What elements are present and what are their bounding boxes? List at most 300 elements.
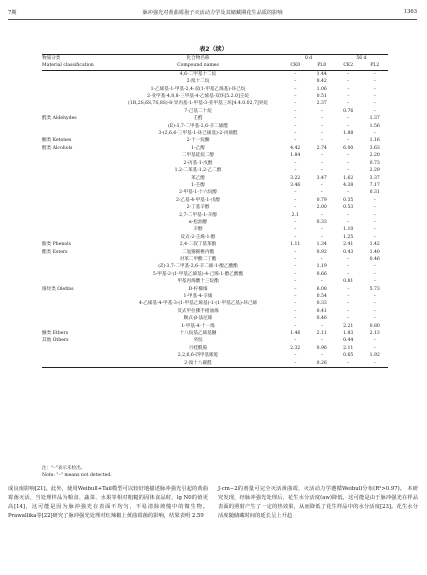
table-row <box>42 278 388 285</box>
relative-content-cell: 3.47 <box>316 175 327 181</box>
relative-content-cell: – <box>373 101 376 107</box>
relative-content-cell: – <box>347 79 350 85</box>
table-row <box>42 308 388 315</box>
relative-content-cell: 1.83 <box>343 331 354 337</box>
relative-content-cell: – <box>294 256 297 262</box>
issue-number: 7期 <box>8 10 17 16</box>
relative-content-cell: – <box>373 108 376 114</box>
header-day-0: 0 d <box>282 55 335 63</box>
relative-content-cell: – <box>373 234 376 240</box>
material-class-cell: 酚类 Phenols <box>42 242 71 248</box>
relative-content-cell: – <box>320 182 323 188</box>
relative-content-cell: – <box>347 123 350 129</box>
relative-content-cell: 1.46 <box>290 331 301 337</box>
table-row <box>42 323 388 330</box>
relative-content-cell: – <box>294 219 297 225</box>
relative-content-cell: – <box>347 71 350 77</box>
header-name-cn: 化合物名称 <box>114 55 282 63</box>
relative-content-cell: – <box>373 94 376 100</box>
material-class-cell: 其他 Others <box>42 338 69 344</box>
table-row <box>42 70 388 78</box>
relative-content-cell: – <box>320 323 323 329</box>
relative-content-cell: – <box>320 212 323 218</box>
table-row <box>42 160 388 167</box>
page-number: 1363 <box>403 9 417 15</box>
relative-content-cell: – <box>373 212 376 218</box>
relative-content-cell: – <box>294 234 297 240</box>
relative-content-cell: – <box>373 131 376 137</box>
relative-content-cell: – <box>347 308 350 314</box>
table-row <box>42 115 388 122</box>
relative-content-cell: 0.26 <box>309 360 336 368</box>
compound-name-cell: 1-壬醇 <box>191 182 205 188</box>
relative-content-cell: – <box>294 94 297 100</box>
compound-name-cell: 二甲基硅烷二醇 <box>181 153 215 159</box>
relative-content-cell: 0.76 <box>343 108 354 114</box>
relative-content-cell: – <box>294 264 297 270</box>
relative-content-cell: – <box>373 227 376 233</box>
compound-table <box>42 54 388 368</box>
relative-content-cell: 0.43 <box>343 249 354 255</box>
relative-content-cell: – <box>320 338 323 344</box>
relative-content-cell: – <box>294 197 297 203</box>
relative-content-cell: – <box>294 353 297 359</box>
material-class-cell <box>42 226 114 233</box>
compound-name-cell: 2-溴十二烷 <box>186 79 210 85</box>
material-class-cell <box>42 167 114 174</box>
relative-content-cell: 0.66 <box>316 271 327 277</box>
relative-content-cell: – <box>347 160 350 166</box>
header-name-en: Compound names <box>114 62 282 70</box>
relative-content-cell: – <box>347 316 350 322</box>
relative-content-cell: 1.16 <box>369 138 380 144</box>
relative-content-cell: – <box>347 219 350 225</box>
relative-content-cell: 2.11 <box>343 345 354 351</box>
table-row <box>42 352 388 359</box>
material-class-cell <box>42 256 114 263</box>
table-row <box>42 100 388 107</box>
material-class-cell <box>42 189 114 196</box>
relative-content-cell: 2.13 <box>369 331 380 337</box>
material-class-cell <box>42 212 114 219</box>
relative-content-cell: – <box>373 219 376 225</box>
relative-content-cell: 0.54 <box>316 294 327 299</box>
compound-name-cell: (Z)-3,7-二甲基-2,6-辛二烯-1-醇乙酸酯 <box>158 264 238 270</box>
relative-content-cell: – <box>320 256 323 262</box>
relative-content-cell: 3.63 <box>369 145 380 151</box>
relative-content-cell: – <box>294 308 297 314</box>
relative-content-cell: 5.73 <box>369 286 380 292</box>
relative-content-cell: 0.73 <box>369 160 380 166</box>
relative-content-cell: – <box>347 101 350 107</box>
relative-content-cell: – <box>347 168 350 174</box>
journal-article-title: 脉冲强光对黄曲霉孢子灭活动力学及其储藏期花生品质的影响 <box>142 10 283 16</box>
header-col-pl2: PL2 <box>362 62 389 70</box>
relative-content-cell: – <box>294 160 297 166</box>
table-row <box>42 93 388 100</box>
table-note-cn: 注："–"表示未检出。 <box>42 466 86 471</box>
relative-content-cell: 1.34 <box>316 242 327 248</box>
header-class-cn: 物质分类 <box>42 55 114 63</box>
relative-content-cell: – <box>320 131 323 137</box>
compound-name-cell: 甲基丙烯酸十三烷酯 <box>177 279 219 285</box>
table-row <box>42 137 388 144</box>
relative-content-cell: – <box>320 153 323 159</box>
compound-name-cell: 2,4-二叔丁基苯酚 <box>179 242 217 248</box>
table-caption: 表2（续） <box>199 46 228 53</box>
relative-content-cell: – <box>373 301 376 307</box>
compound-name-cell: 二氢猕猴桃内酯 <box>181 249 215 255</box>
relative-content-cell: – <box>294 286 297 292</box>
header-divider <box>8 19 417 20</box>
relative-content-cell: 1.88 <box>343 131 354 137</box>
compound-name-cell: 反式-2-壬烯-1-醇 <box>180 234 216 240</box>
relative-content-cell: 1.19 <box>316 264 327 270</box>
relative-content-cell: 1.11 <box>290 242 301 248</box>
header-day-56: 56 d <box>335 55 388 63</box>
material-class-cell: 醛类 Aldehydes <box>42 116 77 122</box>
relative-content-cell: – <box>294 227 297 233</box>
relative-content-cell: 2.41 <box>343 242 354 248</box>
compound-name-cell: 2,7-二甲基-1-辛醇 <box>179 212 217 218</box>
relative-content-cell: – <box>294 108 297 114</box>
relative-content-cell: – <box>294 116 297 122</box>
relative-content-cell: 2.11 <box>316 331 327 337</box>
relative-content-cell: – <box>320 138 323 144</box>
compound-name-cell: 2-乙基-4-甲基-1-戊醇 <box>175 197 221 203</box>
relative-content-cell: – <box>335 360 362 368</box>
material-class-cell <box>42 278 114 285</box>
compound-name-cell: 癸烷 <box>193 338 203 344</box>
relative-content-cell: – <box>373 71 376 77</box>
table-row <box>42 167 388 174</box>
relative-content-cell: – <box>362 360 389 368</box>
table-row <box>42 108 388 115</box>
table-row <box>42 175 388 182</box>
compound-name-cell: 反式甲位佛手柑油烯 <box>177 308 219 314</box>
relative-content-cell: – <box>373 345 376 351</box>
relative-content-cell: – <box>294 271 297 277</box>
table-row <box>42 286 388 293</box>
relative-content-cell: – <box>347 116 350 122</box>
table-row <box>42 271 388 278</box>
material-class-cell <box>42 78 114 85</box>
relative-content-cell: – <box>347 286 350 292</box>
relative-content-cell: – <box>294 86 297 92</box>
relative-content-cell: 4.38 <box>343 182 354 188</box>
table-body <box>42 70 388 367</box>
table-row <box>42 234 388 241</box>
material-class-cell <box>42 219 114 226</box>
body-text-right-column <box>218 485 418 521</box>
compound-name-cell: (1R,2S,6S,7S,8S)-8-异丙基-1-甲基-3-亚甲基三环[4.4.0.02,7]癸烷 <box>128 101 268 107</box>
material-class-cell <box>42 234 114 241</box>
relative-content-cell: – <box>373 316 376 322</box>
table-row <box>42 123 388 130</box>
relative-content-cell: – <box>294 316 297 322</box>
table-row <box>42 197 388 204</box>
compound-name-cell: 辛醇 <box>193 227 203 233</box>
relative-content-cell: 0.44 <box>343 338 354 344</box>
compound-name-cell: 2-溴十八碳醛 <box>114 360 282 368</box>
material-class-cell <box>42 108 114 115</box>
compound-name-cell: 5-甲基-2-(1-甲基乙烯基)-4-己烯-1-醇乙酸酯 <box>152 271 244 277</box>
relative-content-cell: – <box>347 294 350 299</box>
compound-name-cell: 2-丁基辛醇 <box>186 205 210 211</box>
relative-content-cell: 0.79 <box>316 197 327 203</box>
relative-content-cell: 0.46 <box>369 256 380 262</box>
relative-content-cell: – <box>347 86 350 92</box>
material-class-cell <box>42 130 114 137</box>
relative-content-cell: – <box>347 264 350 270</box>
table-note-en: Note: "–" means not detected. <box>42 473 112 478</box>
table-row <box>42 360 388 368</box>
relative-content-cell: 6.00 <box>343 145 354 151</box>
relative-content-cell: – <box>320 353 323 359</box>
relative-content-cell: – <box>320 227 323 233</box>
compound-name-cell: 对苯二甲酸二丁酯 <box>179 256 217 262</box>
material-class-cell <box>42 182 114 189</box>
compound-name-cell: 3-(2,6,6-三甲基-1-环己烯基)-2-丙烯醛 <box>158 131 238 137</box>
relative-content-cell: 0.96 <box>316 345 327 351</box>
table-row <box>42 330 388 337</box>
relative-content-cell: 0.53 <box>343 205 354 211</box>
relative-content-cell: – <box>347 153 350 159</box>
relative-content-cell: 1.42 <box>369 242 380 248</box>
relative-content-cell: – <box>294 190 297 196</box>
relative-content-cell: – <box>373 264 376 270</box>
compound-name-cell: 1-甲基-4-辛烯 <box>183 294 213 299</box>
table-row <box>42 293 388 300</box>
table-row <box>42 345 388 352</box>
table-row <box>42 182 388 189</box>
compound-name-cell: 壬醛 <box>193 116 203 122</box>
material-class-cell <box>42 175 114 182</box>
relative-content-cell: 0.65 <box>343 353 354 359</box>
relative-content-cell: – <box>320 279 323 285</box>
table-row <box>42 189 388 196</box>
running-header <box>8 9 417 18</box>
compound-name-cell: 1-甲基-4-十一烯 <box>181 323 215 329</box>
relative-content-cell: – <box>320 108 323 114</box>
relative-content-cell: – <box>282 360 309 368</box>
relative-content-cell: – <box>347 190 350 196</box>
relative-content-cell: 1.25 <box>343 234 354 240</box>
relative-content-cell: 2.37 <box>316 101 327 107</box>
material-class-cell <box>42 293 114 300</box>
relative-content-cell: 0.80 <box>369 323 380 329</box>
compound-name-cell: 2-丙基-1-戊醇 <box>183 160 213 166</box>
relative-content-cell: – <box>347 94 350 100</box>
table-row <box>42 78 388 85</box>
compound-name-cell: 2,2,6,6-四甲基哌啶 <box>177 353 219 359</box>
table-row <box>42 249 388 256</box>
relative-content-cell: 0.31 <box>369 190 380 196</box>
compound-name-cell: 1-乙醇 <box>191 145 205 151</box>
compound-name-cell: 1,2-二苯基-1,2-乙二醇 <box>174 168 222 174</box>
compound-name-cell: D-柠檬烯 <box>188 286 208 292</box>
relative-content-cell: 2.21 <box>343 323 354 329</box>
relative-content-cell: – <box>320 190 323 196</box>
relative-content-cell: – <box>347 256 350 262</box>
header-class-en: Material classification <box>42 62 114 70</box>
material-class-cell <box>42 271 114 278</box>
relative-content-cell: 0.81 <box>343 279 354 285</box>
relative-content-cell: 0.33 <box>316 219 327 225</box>
relative-content-cell: – <box>294 123 297 129</box>
relative-content-cell: 0.42 <box>316 79 327 85</box>
relative-content-cell: 2.00 <box>316 205 327 211</box>
relative-content-cell: 0.51 <box>316 94 327 100</box>
compound-name-cell: 4-乙烯基-4-甲基-3-(1-甲基乙烯基)-1-(1-甲基乙基)-环己烯 <box>138 301 258 307</box>
compound-name-cell: α-松油醇 <box>188 219 208 225</box>
relative-content-cell: – <box>294 131 297 137</box>
material-class-cell <box>42 308 114 315</box>
material-class-cell: 酯类 Esters <box>42 249 68 255</box>
body-paragraph: 成良南影响[21]。此外，使用Weibull+Tail模型可以较好地描述脉冲强光引起的黄曲霉菌灭活，当处理样品为粮食、蔬菜、水果等相对粗糙的固体食品时，lg N0的值更高[14]，这可能是因为脉冲强光在表面不均匀，不易清除坡缝中的微生物。Prawallika等[22]研究了脉冲强光处理对红辣椒上黄曲霉菌的影响，结果表明 2.59 <box>8 486 208 520</box>
relative-content-cell: – <box>294 205 297 211</box>
relative-content-cell: 0.46 <box>316 316 327 322</box>
relative-content-cell: 2.32 <box>290 345 301 351</box>
header-col-pl0: PL0 <box>309 62 336 70</box>
material-class-cell <box>42 70 114 78</box>
table-row <box>42 315 388 322</box>
material-class-cell <box>42 197 114 204</box>
relative-content-cell: 1.56 <box>369 123 380 129</box>
relative-content-cell: – <box>347 271 350 277</box>
table-row <box>42 130 388 137</box>
table-notes <box>42 465 112 479</box>
header-col-ck0: CK0 <box>282 62 309 70</box>
relative-content-cell: 2.74 <box>316 145 327 151</box>
material-class-cell <box>42 263 114 270</box>
material-class-cell <box>42 323 114 330</box>
material-class-cell <box>42 152 114 159</box>
table-row <box>42 212 388 219</box>
relative-content-cell: 3.46 <box>290 182 301 188</box>
relative-content-cell: – <box>373 294 376 299</box>
compound-name-cell: 2-亚甲基-4,8,8-三甲基-4-乙烯基-双环[5.2.0]壬烷 <box>147 94 249 100</box>
material-class-cell <box>42 160 114 167</box>
material-class-cell: 烯烃类 Olefins <box>42 286 74 292</box>
table-row <box>42 241 388 248</box>
relative-content-cell: – <box>320 160 323 166</box>
relative-content-cell: 0.35 <box>343 197 354 203</box>
material-class-cell <box>42 100 114 107</box>
relative-content-cell: 1.37 <box>369 116 380 122</box>
material-class-cell <box>42 315 114 322</box>
header-col-ck2: CK2 <box>335 62 362 70</box>
relative-content-cell: 3.37 <box>369 175 380 181</box>
relative-content-cell: – <box>320 234 323 240</box>
relative-content-cell: 1.10 <box>343 227 354 233</box>
relative-content-cell: 0.33 <box>316 301 327 307</box>
relative-content-cell: – <box>373 86 376 92</box>
relative-content-cell: 1.44 <box>316 71 327 77</box>
table-row <box>42 300 388 307</box>
compound-name-cell: 苯乙醇 <box>191 175 205 181</box>
material-class-cell <box>42 204 114 211</box>
relative-content-cell: 2.29 <box>369 168 380 174</box>
compound-name-cell: 2-十一烷酮 <box>186 138 210 144</box>
relative-content-cell: 1.06 <box>316 86 327 92</box>
body-paragraph: J·cm−2的剂量可完全灭活黄曲霉，灭活动力学遵循Weibull分布(R²>0.97)。 本研究发现，经脉冲强光处理后，花生水分活度(aw)降低，这可能是由于脉冲强光在样品表面的照射产生了一定的热效果，从而降低了花生样品中的水分活度[23]。花生水分活度随储藏时间的延长呈上升趋 <box>218 486 418 520</box>
body-text-left-column <box>8 485 208 521</box>
relative-content-cell: – <box>294 168 297 174</box>
material-class-cell <box>42 86 114 93</box>
material-class-cell <box>42 360 114 368</box>
relative-content-cell: – <box>294 79 297 85</box>
table-row <box>42 226 388 233</box>
table-header <box>42 55 388 71</box>
relative-content-cell: – <box>320 116 323 122</box>
table-row <box>42 145 388 152</box>
relative-content-cell: – <box>294 301 297 307</box>
compound-name-cell: 十八烷基乙烯基醚 <box>179 331 217 337</box>
material-class-cell: 醚类 Ethers <box>42 331 69 337</box>
relative-content-cell: – <box>294 249 297 255</box>
table-row <box>42 86 388 93</box>
relative-content-cell: 1.40 <box>369 249 380 255</box>
compound-name-cell: 7-己基二十烷 <box>184 108 212 114</box>
relative-content-cell: – <box>373 271 376 277</box>
relative-content-cell: 3.22 <box>290 175 301 181</box>
material-class-cell <box>42 345 114 352</box>
relative-content-cell: 1.84 <box>290 153 301 159</box>
relative-content-cell: – <box>294 279 297 285</box>
relative-content-cell: – <box>294 323 297 329</box>
material-class-cell <box>42 123 114 130</box>
relative-content-cell: 1.92 <box>369 353 380 359</box>
relative-content-cell: 2.1 <box>291 212 299 218</box>
compound-name-cell: 4,6-二甲基十二烷 <box>179 71 217 77</box>
relative-content-cell: – <box>347 138 350 144</box>
relative-content-cell: 0.92 <box>316 249 327 255</box>
material-class-cell <box>42 352 114 359</box>
material-class-cell <box>42 93 114 100</box>
table-row <box>42 256 388 263</box>
relative-content-cell: 0.41 <box>316 308 327 314</box>
compound-name-cell: 1-乙烯基-1-甲基-2,4-双(1-甲基乙烯基)-环己烷 <box>150 86 246 92</box>
relative-content-cell: 4.42 <box>290 145 301 151</box>
relative-content-cell: – <box>294 338 297 344</box>
compound-name-cell: 2-甲基-1-十六烷醇 <box>178 190 218 196</box>
compound-name-cell: 顺式-β-法尼烯 <box>183 316 213 322</box>
material-class-cell: 酮类 Ketones <box>42 138 72 144</box>
relative-content-cell: 6.08 <box>316 286 327 292</box>
relative-content-cell: – <box>373 279 376 285</box>
compound-name-cell: (E)-3,7-二甲基-2,6-辛二烯醛 <box>168 123 228 129</box>
relative-content-cell: – <box>347 212 350 218</box>
relative-content-cell: 2.20 <box>369 153 380 159</box>
relative-content-cell: – <box>320 168 323 174</box>
table-row <box>42 204 388 211</box>
compound-name-cell: 月桂酰胺 <box>188 345 208 351</box>
table-row <box>42 219 388 226</box>
relative-content-cell: – <box>373 79 376 85</box>
material-class-cell <box>42 300 114 307</box>
relative-content-cell: 7.17 <box>369 182 380 188</box>
relative-content-cell: – <box>373 308 376 314</box>
table-row <box>42 152 388 159</box>
relative-content-cell: – <box>347 301 350 307</box>
table-row <box>42 263 388 270</box>
relative-content-cell: – <box>294 138 297 144</box>
relative-content-cell: – <box>294 101 297 107</box>
relative-content-cell: 1.62 <box>343 175 354 181</box>
material-class-cell: 醇类 Alcohols <box>42 145 73 151</box>
relative-content-cell: – <box>373 205 376 211</box>
